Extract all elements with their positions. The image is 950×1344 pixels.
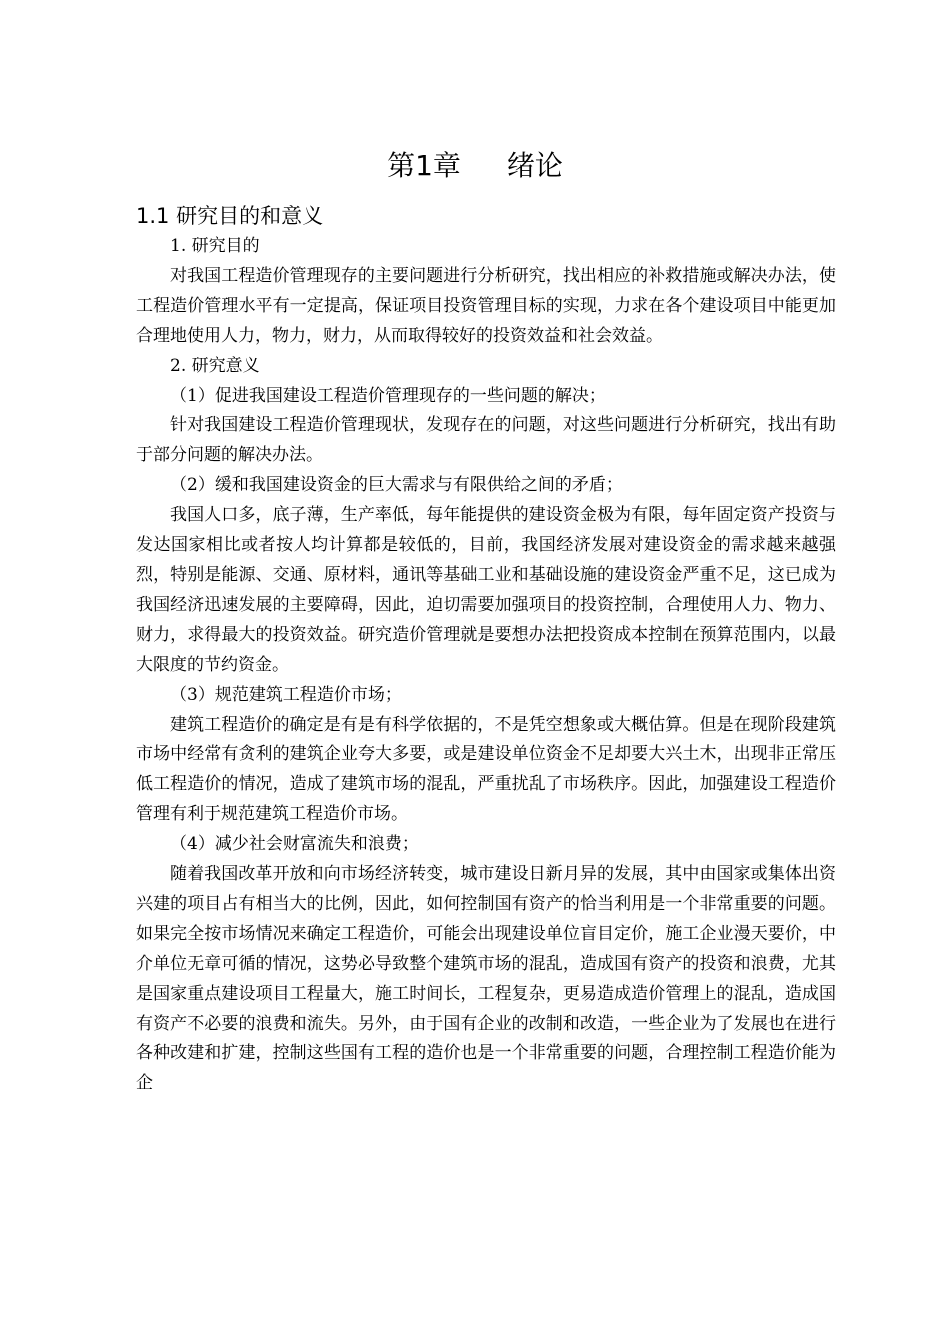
chapter-number: 第1章	[387, 149, 461, 182]
point-2-paragraph: 我国人口多，底子薄，生产率低，每年能提供的建设资金极为有限，每年固定资产投资与发达国家相比或者按人均计算都是较低的，目前，我国经济发展对建设资金的需求越来越强烈，特别是能源、交通、原材料，通讯等基础工业和基础设施的建设资金严重不足，这已成为我国经济迅速发展的主要障碍，因此，迫切需要加强项目的投资控制，合理使用人力、物力、财力，求得最大的投资效益。研究造价管理就是要想办法把投资成本控制在预算范围内，以最大限度的节约资金。	[136, 505, 836, 675]
body-text	[136, 232, 836, 1099]
subheading-research-significance: 2. 研究意义	[170, 355, 260, 376]
point-3-paragraph: 建筑工程造价的确定是有是有科学依据的，不是凭空想象或大概估算。但是在现阶段建筑市场中经常有贪利的建筑企业夸大多要，或是建设单位资金不足却要大兴土木，出现非正常压低工程造价的情况，造成了建筑市场的混乱，严重扰乱了市场秩序。因此，加强建设工程造价管理有利于规范建筑工程造价市场。	[136, 714, 836, 825]
paragraph-research-purpose: 对我国工程造价管理现存的主要问题进行分析研究，找出相应的补救措施或解决办法，使工程造价管理水平有一定提高，保证项目投资管理目标的实现，力求在各个建设项目中能更加合理地使用人力，物力，财力，从而取得较好的投资效益和社会效益。	[136, 265, 836, 346]
subheading-research-purpose: 1. 研究目的	[170, 236, 260, 256]
chapter-title	[0, 146, 950, 186]
chapter-name: 绪论	[506, 149, 563, 182]
point-2-heading: （2）缓和我国建设资金的巨大需求与有限供给之间的矛盾；	[170, 475, 623, 496]
point-1-paragraph: 针对我国建设工程造价管理现状，发现存在的问题，对这些问题进行分析研究，找出有助于部分问题的解决办法。	[136, 415, 836, 466]
point-1-heading: （1）促进我国建设工程造价管理现存的一些问题的解决；	[170, 385, 606, 406]
point-4-heading: （4）减少社会财富流失和浪费；	[170, 834, 419, 855]
point-3-heading: （3）规范建筑工程造价市场；	[170, 684, 402, 705]
section-title: 1.1 研究目的和意义	[136, 204, 324, 228]
point-4-paragraph: 随着我国改革开放和向市场经济转变，城市建设日新月异的发展，其中由国家或集体出资兴建的项目占有相当大的比例，因此，如何控制国有资产的恰当利用是一个非常重要的问题。如果完全按市场情况来确定工程造价，可能会出现建设单位盲目定价，施工企业漫天要价，中介单位无章可循的情况，这势必导致整个建筑市场的混乱，造成国有资产的投资和浪费，尤其是国家重点建设项目工程量大，施工时间长，工程复杂，更易造成造价管理上的混乱，造成国有资产不必要的浪费和流失。另外，由于国有企业的改制和改造，一些企业为了发展也在进行各种改建和扩建，控制这些国有工程的造价也是一个非常重要的问题，合理控制工程造价能为企	[136, 864, 836, 1094]
